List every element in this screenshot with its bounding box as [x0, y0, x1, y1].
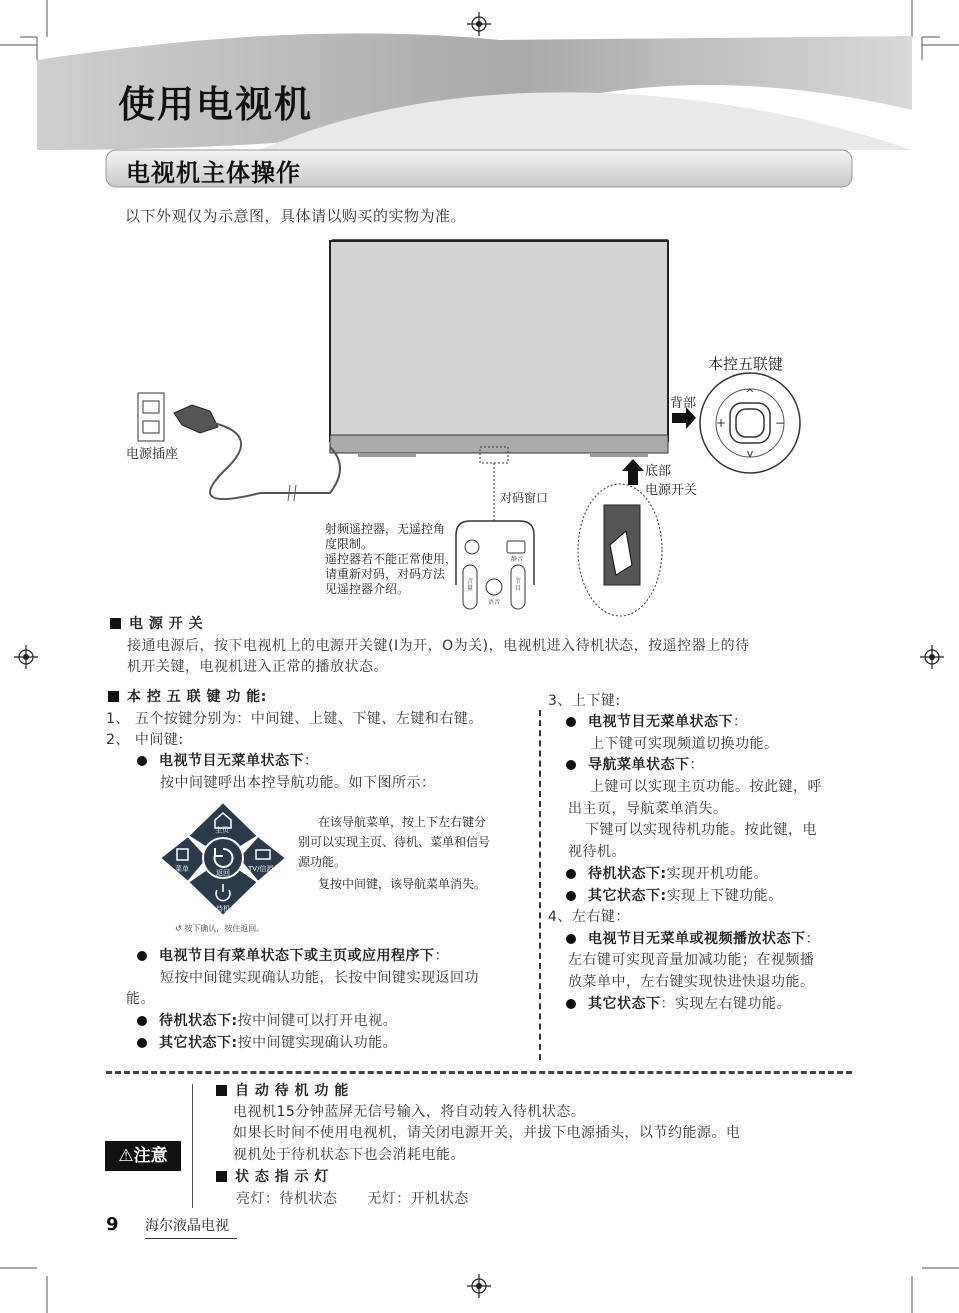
nav-caption: ↺ 按下确认，按住返回。 — [175, 924, 265, 933]
bullet-has-menu: 电视节目有菜单状态下或主页或应用程序下： — [137, 945, 449, 967]
r-bullet-nav-text1: 上键可以实现主页功能。按此键，呼 — [590, 779, 822, 795]
section-title: 电视机主体操作 — [126, 159, 301, 187]
svg-text:+: + — [715, 416, 727, 430]
remote-key-channel: 节目 — [515, 578, 522, 592]
nav-menu-label: 菜单 — [175, 865, 189, 873]
bullet-has-menu-text1: 短按中间键实现确认功能，长按中间键实现返回功 — [160, 970, 479, 986]
five-key-item2: 2、 中间键: — [106, 732, 184, 748]
socket-label: 电源插座 — [126, 447, 179, 462]
led-heading: 状 态 指 示 灯 — [216, 1166, 329, 1188]
power-line2: 机开关键，电视机进入正常的播放状态。 — [127, 659, 388, 675]
r-bullet-nav-text3: 下键可以实现待机功能。按此键，电 — [585, 822, 817, 838]
r-bullet-no-menu-text: 上下键可实现频道切换功能。 — [590, 736, 779, 752]
back-label: 背部 — [670, 396, 697, 411]
notice-separator — [106, 1071, 852, 1074]
auto-line1: 电视机15分钟蓝屏无信号输入，将自动转入待机状态。 — [233, 1104, 586, 1120]
warning-icon: ⚠ — [118, 1146, 134, 1166]
r-bullet-video-text1: 左右键可实现音量加减功能；在视频播 — [568, 952, 815, 968]
page-number: 9 — [106, 1214, 119, 1235]
column-divider — [539, 710, 541, 1060]
svg-text:−: − — [774, 416, 786, 430]
nav-source-label: TV/信源 — [248, 865, 274, 873]
intro-text: 以下外观仅为示意图，具体请以购买的实物为准。 — [125, 207, 467, 225]
bullet-standby: 待机状态下:按中间键可以打开电视。 — [137, 1010, 397, 1032]
nav-back-label: 返回 — [216, 869, 230, 877]
led-line: 亮灯：待机状态 无灯：开机状态 — [236, 1191, 469, 1207]
power-heading: 电 源 开 关 — [110, 613, 203, 635]
remote-note: 射频遥控器，无遥控角 度限制。 遥控器若不能正常使用， 请重新对码，对码方法 见遥控器介绍。 — [325, 522, 458, 596]
bullet-no-menu: 电视节目无菜单状态下： — [137, 750, 319, 772]
nav-home-label: 主页 — [215, 826, 229, 834]
svg-text:v: v — [746, 447, 754, 460]
nav-diamond — [160, 800, 290, 918]
bullet-other: 其它状态下:按中间键实现确认功能。 — [137, 1032, 397, 1054]
five-key-item1: 1、 五个按键分别为：中间键、上键、下键、左键和右键。 — [106, 711, 483, 727]
back-arrow-icon: ↺ — [175, 924, 185, 933]
bullet-has-menu-text2: 能。 — [126, 991, 155, 1007]
r-bullet-nav-text4: 视待机。 — [568, 844, 626, 860]
r-bullet-other: 其它状态下:实现上下键功能。 — [566, 885, 783, 907]
bullet-no-menu-text: 按中间键呼出本控导航功能。如下图所示： — [160, 775, 436, 791]
r-bullet-video-text2: 放菜单中，左右键实现快进快退功能。 — [568, 974, 815, 990]
item3: 3、上下键: — [548, 693, 621, 709]
power-switch-label: 电源开关 — [645, 483, 698, 498]
five-key-heading: 本 控 五 联 键 功 能: — [108, 686, 267, 708]
svg-text:^: ^ — [745, 387, 755, 400]
remote-key-volume: 音量 — [467, 578, 474, 592]
nav-desc: 在该导航菜单，按上下左右键分 别可以实现主页、待机、菜单和信号 源功能。 复按中间键，该导航菜单消失。 — [298, 815, 491, 891]
r-bullet-nav: 导航菜单状态下： — [566, 754, 704, 776]
tv-diagram — [100, 235, 880, 620]
r-bullet-nav-text2: 出主页，导航菜单消失。 — [568, 801, 728, 817]
item4: 4、左右键： — [548, 909, 630, 925]
page-title: 使用电视机 — [118, 83, 313, 126]
r-bullet-no-menu: 电视节目无菜单状态下： — [566, 711, 748, 733]
r-bullet-standby: 待机状态下:实现开机功能。 — [566, 863, 768, 885]
footer-brand: 海尔液晶电视 — [145, 1215, 237, 1239]
power-line1: 接通电源后，按下电视机上的电源开关键(I为开，O为关)，电视机进入待机状态，按遥控器上的待 — [127, 638, 750, 654]
notice-badge: ⚠注意 — [105, 1141, 181, 1171]
auto-line2: 如果长时间不使用电视机，请关闭电源开关，并拔下电源插头，以节约能源。电 — [233, 1125, 741, 1141]
r-bullet-video: 电视节目无菜单或视频播放状态下： — [566, 928, 820, 950]
keypad-title: 本控五联键 — [708, 355, 784, 373]
remote-key-mute: 静音 — [511, 556, 524, 563]
remote-key-voice: 语音 — [488, 599, 501, 606]
notice-vline — [192, 1084, 193, 1208]
nav-standby-label: 待机 — [216, 905, 230, 913]
auto-standby-heading: 自 动 待 机 功 能 — [216, 1080, 349, 1102]
bottom-label: 底部 — [645, 464, 672, 479]
pairing-window-label: 对码窗口 — [500, 491, 549, 505]
auto-line3: 视机处于待机状态下也会消耗电能。 — [233, 1147, 465, 1163]
r-bullet-other-lr: 其它状态下：实现左右键功能。 — [566, 993, 791, 1015]
